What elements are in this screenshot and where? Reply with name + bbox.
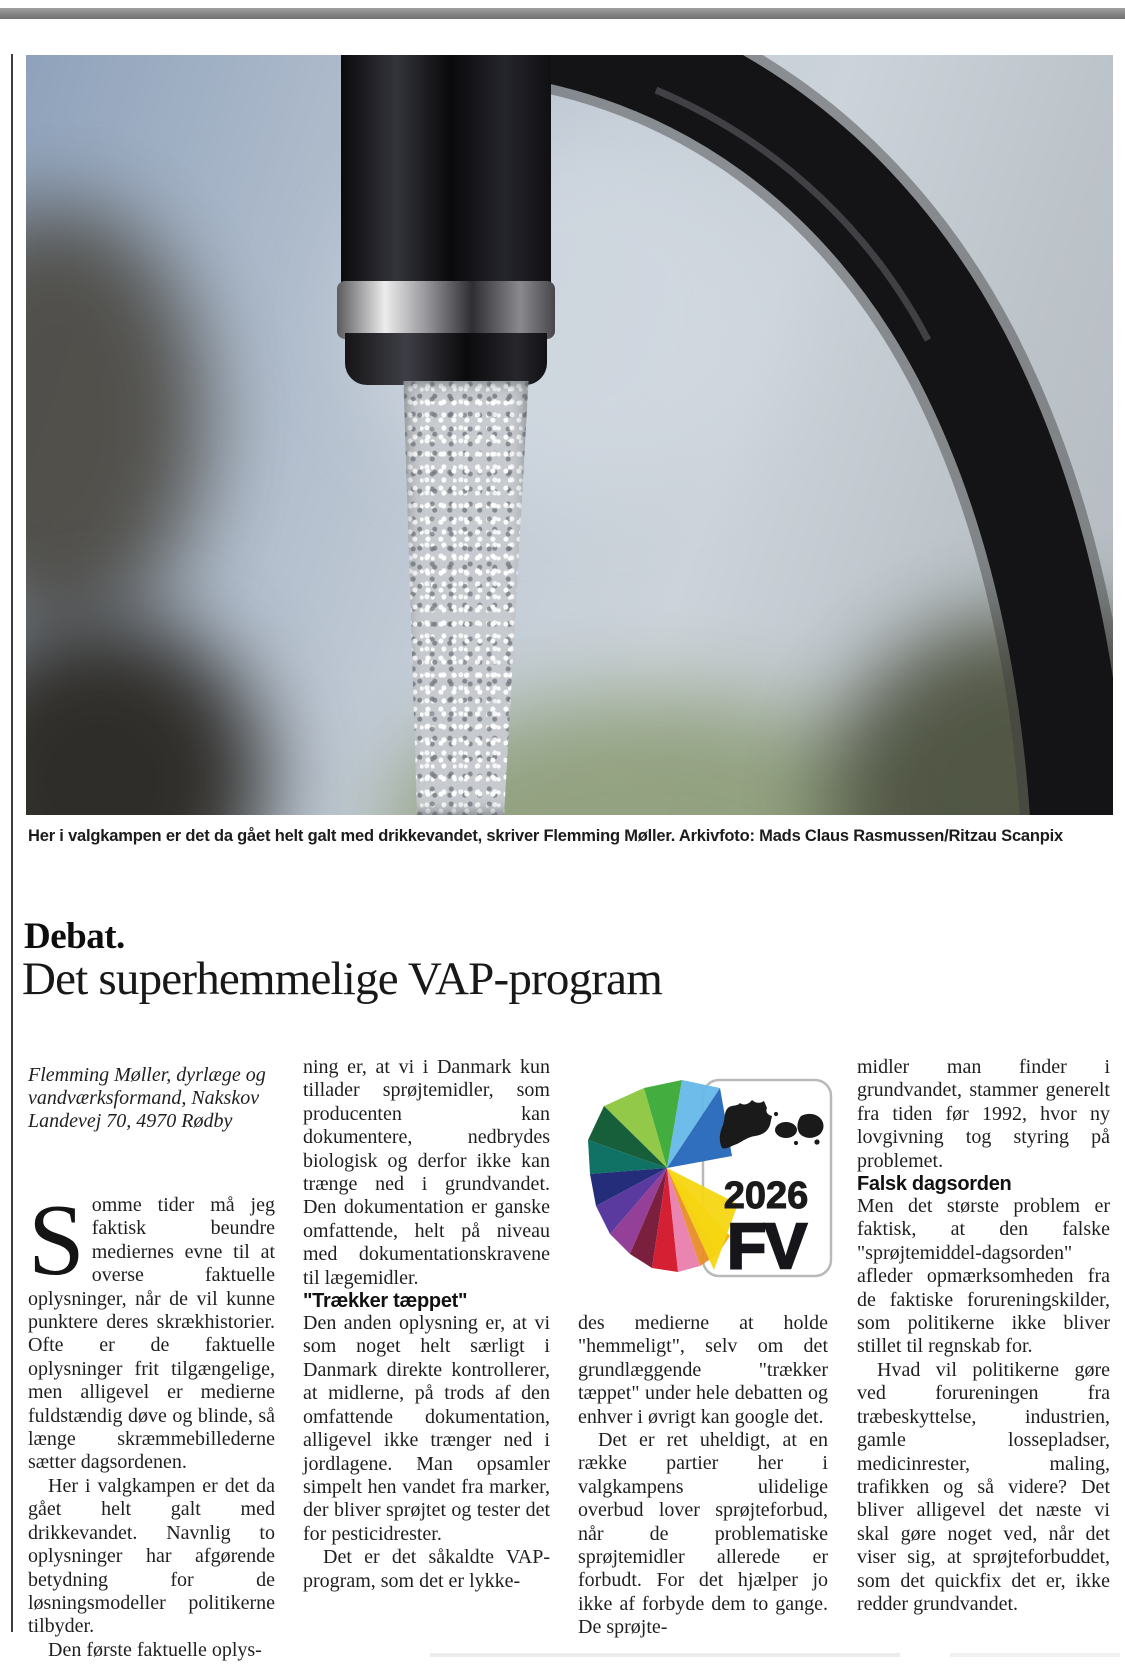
paragraph: Hvad vil politikerne gøre ved forureningen fra træbeskyttelse, industrien, gamle lossepladser, medicinrester, maling, trafikken og så videre? Det bliver alligevel det næste vi skal gøre noget ved, når det viser sig, at sprøjteforbuddet, som det quickfix det er, ikke redder grundvandet. [857, 1358, 1110, 1615]
drop-cap: S [28, 1184, 85, 1297]
section-kicker: Debat. [24, 916, 125, 957]
paragraph-text: omme tider må jeg faktisk beundre mediernes evne til at overse faktuelle oplysninger, når de vil kunne punktere deres skrækhistorier. Ofte er de faktuelle oplysninger frit tilgængelige, men alligevel er medierne fuldstændig døve og blinde, så længe skræmmebillederne sætter dagsordenen. [28, 1194, 275, 1474]
article-column-2 [303, 1056, 550, 1593]
faucet-photo [26, 55, 1113, 815]
paragraph: Den anden oplysning er, at vi som noget helt særligt i Danmark direkte kontrollerer, at midlerne, på trods af den omfattende dokumentation, alligevel ikke trænger ned i jordlagene. Man opsamler simpelt hen vandet fra marker, der bliver sprøjtet og tester det for pesticidrester. [303, 1312, 550, 1545]
faucet-spout [341, 55, 551, 293]
faucet-arc [26, 55, 1113, 815]
paragraph [28, 1184, 275, 1475]
logo-fv: FV [727, 1210, 805, 1282]
article-headline: Det superhemmelige VAP-program [22, 953, 662, 1005]
left-column-rule [11, 54, 13, 1632]
top-gray-bar [0, 8, 1125, 19]
article-column-1 [28, 1184, 275, 1662]
subhead-falsk-dagsorden: Falsk dagsorden [857, 1173, 1012, 1196]
paragraph: midler man finder i grundvandet, stammer generelt fra tiden før 1992, hvor ny lovgivning tog styring på problemet. [857, 1056, 1110, 1172]
paragraph: Det er det såkaldte VAP-program, som det er lykke- [303, 1546, 550, 1592]
logo-year: 2026 [723, 1175, 809, 1217]
article-column-4 [857, 1056, 1110, 1616]
paragraph: Her i valgkampen er det da gået helt galt med drikkevandet. Navnlig to oplysninger har afgørende betydning for de løsningsmodeller politikerne tilbyder. [28, 1474, 275, 1638]
paragraph: Den første faktuelle oplys- [48, 1638, 262, 1661]
subhead-traekker-taeppet: "Trækker tæppet" [303, 1290, 468, 1313]
paragraph: Men det største problem er faktisk, at den falske "sprøjtemiddel-dagsorden" afleder opmærksomheden fra de faktiske forureningskilder, som politikerne ikke bliver stillet til regnskab for. [857, 1195, 1110, 1358]
scan-artifact [950, 1653, 1120, 1657]
article-column-3 [578, 1312, 828, 1640]
paragraph: ning er, at vi i Danmark kun tillader sprøjtemidler, som producenten kan dokumentere, nedbrydes biologisk og derfor ikke kan trænge ned i grundvandet. Den dokumentation er ganske omfattende, helt på niveau med dokumentationskravene til lægemidler. [303, 1056, 550, 1289]
faucet-chrome-band [337, 281, 555, 339]
photo-caption: Her i valgkampen er det da gået helt galt med drikkevandet, skriver Flemming Møller. Arkivfoto: Mads Claus Rasmussen/Ritzau Scanpix [28, 827, 1064, 845]
author-byline: Flemming Møller, dyrlæge og vandværksformand, Nakskov Landevej 70, 4970 Rødby [28, 1064, 266, 1132]
fv2026-election-logo [570, 1056, 842, 1290]
scan-artifact [430, 1653, 900, 1657]
paragraph: des medierne at holde "hemmeligt", selv om det grundlæggende "trækker tæppet" under hele debatten og enhver i øvrigt kan google det. [578, 1312, 828, 1428]
faucet-aerator [345, 333, 547, 385]
paragraph: Det er ret uheldigt, at en række partier her i valgkampens ulidelige overbud lover sprøjteforbud, når de problematiske sprøjtemidler allerede er forbudt. For det hjælper jo ikke af forbyde dem to gange. De sprøjte- [578, 1429, 828, 1639]
